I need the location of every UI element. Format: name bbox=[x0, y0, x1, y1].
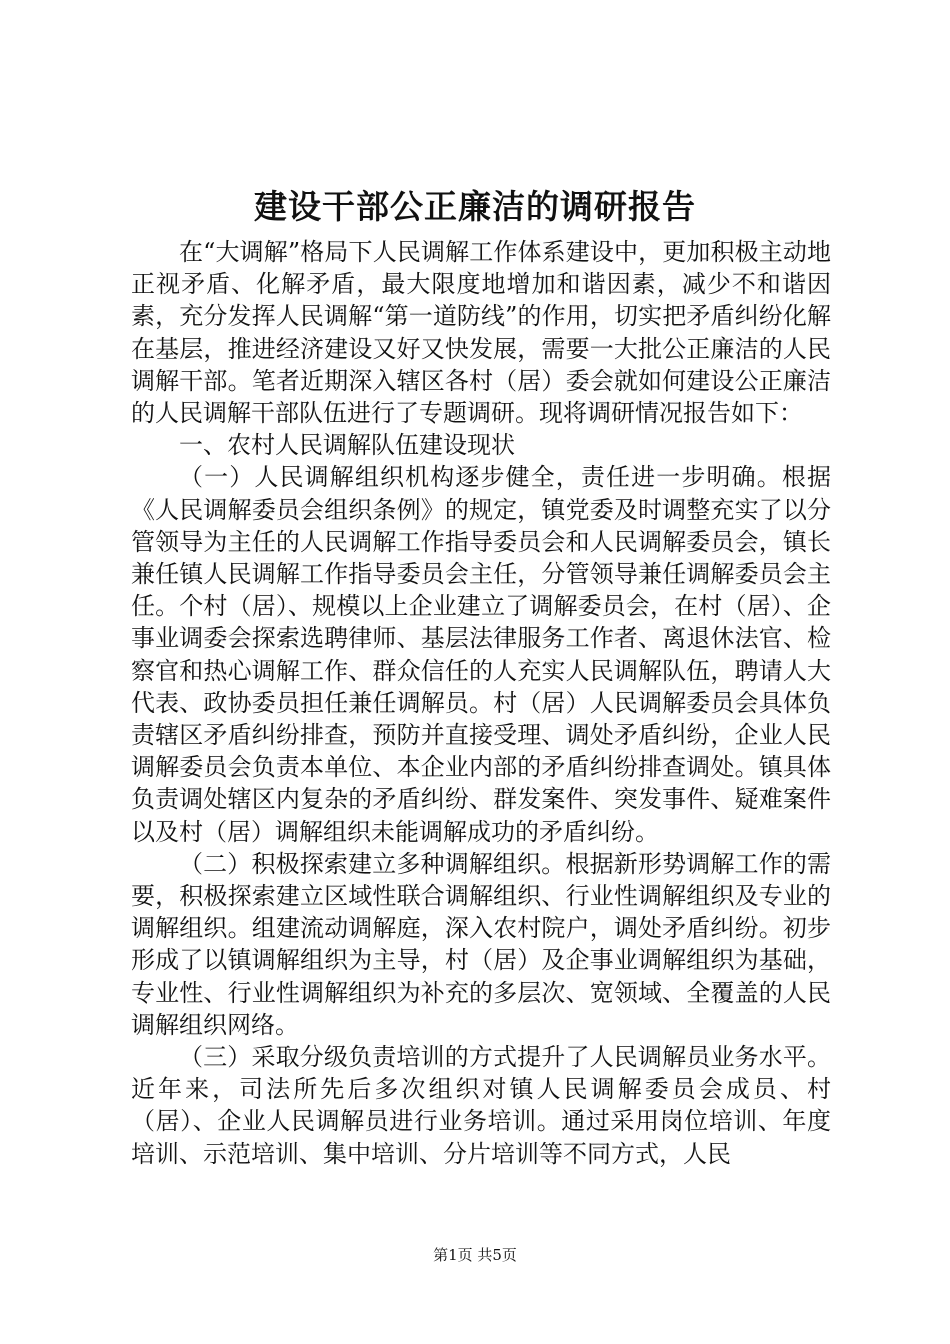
section-heading: 一、农村人民调解队伍建设现状 bbox=[179, 431, 515, 460]
subsection-paragraph-2: （二）积极探索建立多种调解组织。根据新形势调解工作的需要，积极探索建立区域性联合调解组织、行业性调解组织及专业的调解组织。组建流动调解庭，深入农村院户，调处矛盾纠纷。初步形成了以镇调解组织为主导，村（居）及企事业调解组织为基础，专业性、行业性调解组织为补充的多层次、宽领域、全覆盖的人民调解组织网络。 bbox=[131, 849, 831, 1039]
document-body bbox=[131, 236, 831, 1170]
subsection-paragraph-3: （三）采取分级负责培训的方式提升了人民调解员业务水平。近年来，司法所先后多次组织对镇人民调解委员会成员、村（居）、企业人民调解员进行业务培训。通过采用岗位培训、年度培训、示范培训、集中培训、分片培训等不同方式，人民 bbox=[131, 1043, 831, 1168]
document-title: 建设干部公正廉洁的调研报告 bbox=[254, 187, 696, 226]
page-footer: 第1页 共5页 bbox=[433, 1246, 517, 1264]
intro-paragraph: 在“大调解”格局下人民调解工作体系建设中，更加积极主动地正视矛盾、化解矛盾，最大限度地增加和谐因素，减少不和谐因素，充分发挥人民调解“第一道防线”的作用，切实把矛盾纠纷化解在基层，推进经济建设又好又快发展，需要一大批公正廉洁的人民调解干部。笔者近期深入辖区各村（居）委会就如何建设公正廉洁的人民调解干部队伍进行了专题调研。现将调研情况报告如下： bbox=[131, 238, 831, 428]
subsection-paragraph-1: （一）人民调解组织机构逐步健全，责任进一步明确。根据《人民调解委员会组织条例》的规定，镇党委及时调整充实了以分管领导为主任的人民调解工作指导委员会和人民调解委员会，镇长兼任镇人民调解工作指导委员会主任，分管领导兼任调解委员会主任。个村（居）、规模以上企业建立了调解委员会，在村（居）、企事业调委会探索选聘律师、基层法律服务工作者、离退休法官、检察官和热心调解工作、群众信任的人充实人民调解队伍，聘请人大代表、政协委员担任兼任调解员。村（居）人民调解委员会具体负责辖区矛盾纠纷排查，预防并直接受理、调处矛盾纠纷，企业人民调解委员会负责本单位、本企业内部的矛盾纠纷排查调处。镇具体负责调处辖区内复杂的矛盾纠纷、群发案件、突发事件、疑难案件以及村（居）调解组织未能调解成功的矛盾纠纷。 bbox=[131, 463, 831, 846]
